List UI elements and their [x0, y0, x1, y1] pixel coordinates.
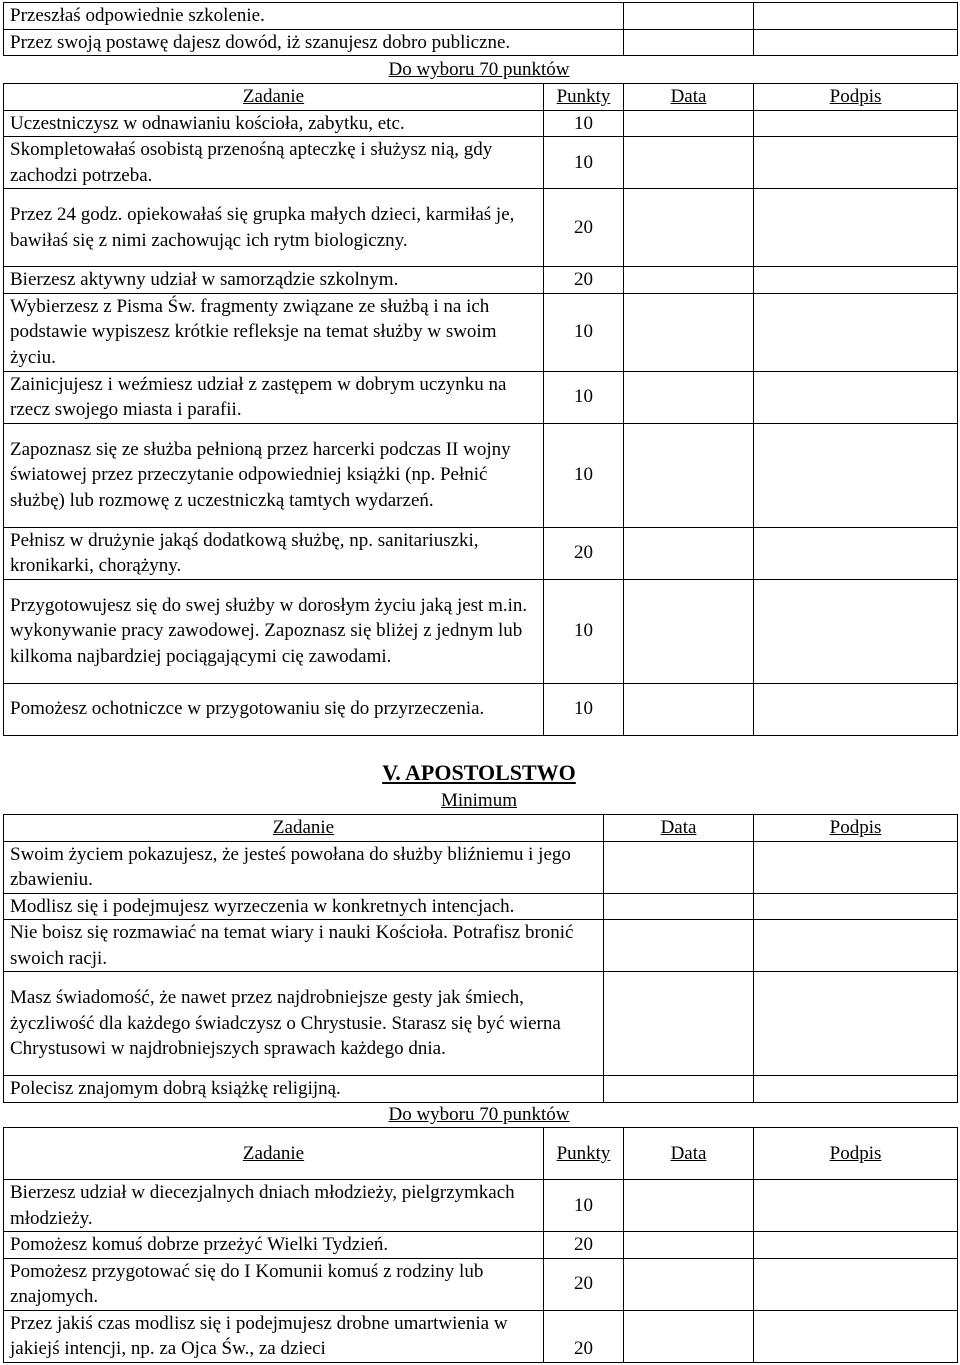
task-cell: Modlisz się i podejmujesz wyrzeczenia w konkretnych intencjach. — [4, 893, 604, 920]
signature-cell[interactable] — [754, 1180, 958, 1232]
header-date: Data — [624, 1128, 754, 1180]
task-cell: Przeszłaś odpowiednie szkolenie. — [4, 3, 624, 30]
points-cell: 10 — [544, 1180, 624, 1232]
signature-cell[interactable] — [754, 3, 958, 30]
table-row — [4, 267, 958, 294]
header-points: Punkty — [544, 84, 624, 111]
header-row — [4, 84, 958, 111]
signature-cell[interactable] — [754, 683, 958, 735]
task-cell: Zainicjujesz i weźmiesz udział z zastępem w dobrym uczynku na rzecz swojego miasta i parafii. — [4, 371, 544, 423]
signature-cell[interactable] — [754, 972, 958, 1076]
date-cell[interactable] — [624, 1310, 754, 1362]
task-cell: Polecisz znajomym dobrą książkę religijną. — [4, 1076, 604, 1103]
choice-caption: Do wyboru 70 punktów — [388, 1104, 570, 1125]
table-row — [4, 579, 958, 683]
points-cell: 20 — [544, 1310, 624, 1362]
signature-cell[interactable] — [754, 423, 958, 527]
date-cell[interactable] — [624, 1258, 754, 1310]
points-cell: 20 — [544, 1232, 624, 1259]
header-row — [4, 1128, 958, 1180]
table-row — [4, 683, 958, 735]
task-cell: Swoim życiem pokazujesz, że jesteś powołana do służby bliźniemu i jego zbawieniu. — [4, 841, 604, 893]
task-cell: Pomożesz komuś dobrze przeżyć Wielki Tydzień. — [4, 1232, 544, 1259]
signature-cell[interactable] — [754, 1232, 958, 1259]
signature-cell[interactable] — [754, 1310, 958, 1362]
date-cell[interactable] — [604, 893, 754, 920]
minimum-table — [3, 814, 958, 1103]
task-cell: Bierzesz udział w diecezjalnych dniach młodzieży, pielgrzymkach młodzieży. — [4, 1180, 544, 1232]
minimum-caption: Minimum — [440, 790, 517, 811]
table-row — [4, 1232, 958, 1259]
header-points: Punkty — [544, 1128, 624, 1180]
table-row — [4, 110, 958, 137]
date-cell[interactable] — [604, 1076, 754, 1103]
task-cell: Pełnisz w drużynie jakąś dodatkową służbę, np. sanitariuszki, kronikarki, chorążyny. — [4, 527, 544, 579]
date-cell[interactable] — [604, 920, 754, 972]
signature-cell[interactable] — [754, 893, 958, 920]
header-date: Data — [604, 815, 754, 842]
points-cell: 10 — [544, 371, 624, 423]
table-row — [4, 1076, 958, 1103]
header-date: Data — [624, 84, 754, 111]
date-cell[interactable] — [624, 1180, 754, 1232]
top-rows-table — [3, 2, 958, 56]
points-cell: 20 — [544, 267, 624, 294]
table-row — [4, 371, 958, 423]
signature-cell[interactable] — [754, 189, 958, 267]
table-row — [4, 893, 958, 920]
points-cell: 10 — [544, 293, 624, 371]
header-task: Zadanie — [4, 84, 544, 111]
date-cell[interactable] — [624, 1232, 754, 1259]
table-row — [4, 137, 958, 189]
task-cell: Uczestniczysz w odnawianiu kościoła, zabytku, etc. — [4, 110, 544, 137]
header-signature: Podpis — [754, 1128, 958, 1180]
signature-cell[interactable] — [754, 29, 958, 56]
task-cell: Skompletowałaś osobistą przenośną apteczkę i służysz nią, gdy zachodzi potrzeba. — [4, 137, 544, 189]
date-cell[interactable] — [624, 110, 754, 137]
header-task: Zadanie — [4, 815, 604, 842]
task-cell: Wybierzesz z Pisma Św. fragmenty związane ze służbą i na ich podstawie wypiszesz krótkie refleksje na temat służby w swoim życiu. — [4, 293, 544, 371]
table-row — [4, 293, 958, 371]
date-cell[interactable] — [624, 527, 754, 579]
points-cell: 10 — [544, 579, 624, 683]
date-cell[interactable] — [624, 137, 754, 189]
date-cell[interactable] — [624, 293, 754, 371]
header-signature: Podpis — [754, 815, 958, 842]
table-row — [4, 841, 958, 893]
table-row — [4, 29, 958, 56]
date-cell[interactable] — [604, 972, 754, 1076]
signature-cell[interactable] — [754, 527, 958, 579]
header-row — [4, 815, 958, 842]
table-row — [4, 527, 958, 579]
task-cell: Przez swoją postawę dajesz dowód, iż szanujesz dobro publiczne. — [4, 29, 624, 56]
signature-cell[interactable] — [754, 579, 958, 683]
table-row — [4, 920, 958, 972]
signature-cell[interactable] — [754, 371, 958, 423]
date-cell[interactable] — [624, 267, 754, 294]
table-row — [4, 1310, 958, 1362]
table-row — [4, 189, 958, 267]
signature-cell[interactable] — [754, 1258, 958, 1310]
signature-cell[interactable] — [754, 293, 958, 371]
date-cell[interactable] — [624, 683, 754, 735]
signature-cell[interactable] — [754, 110, 958, 137]
points-cell: 20 — [544, 1258, 624, 1310]
task-cell: Pomożesz przygotować się do I Komunii komuś z rodziny lub znajomych. — [4, 1258, 544, 1310]
table-row — [4, 1258, 958, 1310]
points-cell: 20 — [544, 189, 624, 267]
points-cell: 10 — [544, 110, 624, 137]
points-cell: 20 — [544, 527, 624, 579]
section-title: V. APOSTOLSTWO — [382, 760, 576, 785]
points-cell: 10 — [544, 683, 624, 735]
table-row — [4, 423, 958, 527]
choice-caption: Do wyboru 70 punktów — [388, 59, 570, 80]
signature-cell[interactable] — [754, 1076, 958, 1103]
task-cell: Zapoznasz się ze służba pełnioną przez harcerki podczas II wojny światowej przez przeczytanie odpowiedniej książki (np. Pełnić służbę) lub rozmowę z uczestniczką tamtych wydarzeń. — [4, 423, 544, 527]
date-cell[interactable] — [624, 3, 754, 30]
signature-cell[interactable] — [754, 267, 958, 294]
signature-cell[interactable] — [754, 137, 958, 189]
header-signature: Podpis — [754, 84, 958, 111]
table-row — [4, 972, 958, 1076]
date-cell[interactable] — [604, 841, 754, 893]
choice-table — [3, 83, 958, 736]
signature-cell[interactable] — [754, 920, 958, 972]
date-cell[interactable] — [624, 29, 754, 56]
signature-cell[interactable] — [754, 841, 958, 893]
task-cell: Przez 24 godz. opiekowałaś się grupka małych dzieci, karmiłaś je, bawiłaś się z nimi zachowując ich rytm biologiczny. — [4, 189, 544, 267]
date-cell[interactable] — [624, 579, 754, 683]
table-row — [4, 1180, 958, 1232]
task-cell: Przez jakiś czas modlisz się i podejmujesz drobne umartwienia w jakiejś intencji, np. za Ojca Św., za dzieci — [4, 1310, 544, 1362]
task-cell: Masz świadomość, że nawet przez najdrobniejsze gesty jak śmiech, życzliwość dla każdego świadczysz o Chrystusie. Starasz się być wierna Chrystusowi w najdrobniejszych sprawach każdego dnia. — [4, 972, 604, 1076]
date-cell[interactable] — [624, 371, 754, 423]
header-task: Zadanie — [4, 1128, 544, 1180]
task-cell: Przygotowujesz się do swej służby w dorosłym życiu jaką jest m.in. wykonywanie pracy zawodowej. Zapoznasz się bliżej z jednym lub kilkoma najbardziej pociągającymi cię zawodami. — [4, 579, 544, 683]
task-cell: Pomożesz ochotniczce w przygotowaniu się do przyrzeczenia. — [4, 683, 544, 735]
task-cell: Nie boisz się rozmawiać na temat wiary i nauki Kościoła. Potrafisz bronić swoich racji. — [4, 920, 604, 972]
task-cell: Bierzesz aktywny udział w samorządzie szkolnym. — [4, 267, 544, 294]
table-row — [4, 3, 958, 30]
date-cell[interactable] — [624, 423, 754, 527]
points-cell: 10 — [544, 423, 624, 527]
choice-table-v — [3, 1127, 958, 1363]
date-cell[interactable] — [624, 189, 754, 267]
points-cell: 10 — [544, 137, 624, 189]
